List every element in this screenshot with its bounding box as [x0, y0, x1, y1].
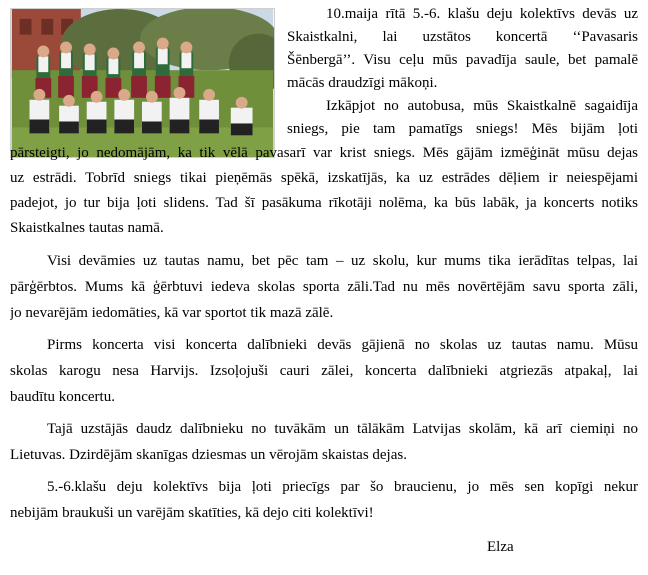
- article-line: nebijām braukuši un varējām skatīties, kā dejo citi kolektīvi!: [10, 505, 374, 521]
- article-line: Šēnbergā’’. Visu ceļu mūs pavadīja saule, bet pamalē: [287, 52, 638, 68]
- article-line: jo nevarējām iedomāties, kā var sportot tik mazā zālē.: [10, 305, 334, 321]
- article-line: 5.-6.klašu deju kolektīvs bija ļoti priecīgs par šo braucienu, jo mēs sen kopīgi nekur: [47, 479, 638, 495]
- article-line: Visi devāmies uz tautas namu, bet pēc tam – uz skolu, kur mums tika ierādītas telpas, lai: [47, 253, 638, 269]
- article-line: pārsteigti, jo nedomājām, ka tik vēlā pavasarī var krist sniegs. Mēs gājām izmēģināt mūsu dejas: [10, 145, 638, 161]
- article-line: Pirms koncerta visi koncerta dalībnieki devās gājienā no skolas uz tautas namu. Mūsu: [47, 337, 638, 353]
- article-line: Izkāpjot no autobusa, mūs Skaistkalnē sagaidīja: [326, 98, 638, 114]
- article-line: uz estrādi. Tobrīd sniegs tikai pieņēmās spēkā, izskatījās, ka uz estrādes dēļiem ir neiespējami: [10, 170, 638, 186]
- article-line: baudītu koncertu.: [10, 389, 115, 405]
- article-line: Skaistkalni, lai uzstātos koncertā ‘‘Pavasaris: [287, 29, 638, 45]
- article-line: skolas karogu nesa Harvijs. Izsoļojuši cauri zālei, koncerta dalībnieki atgriezās atpakaļ, lai: [10, 363, 638, 379]
- article-line: Tajā uzstājās daudz dalībnieku no tuvākām un tālākām Latvijas skolām, kā arī ciemiņi no: [47, 421, 638, 437]
- dancers-group-photo: [10, 8, 275, 158]
- article-line: Skaistkalnes tautas namā.: [10, 220, 164, 236]
- article-line: sniegs, pie tam pamatīgs sniegs! Mēs bijām ļoti: [287, 121, 638, 137]
- article-line: pārģērbtos. Mums kā ģērbtuvi iedeva skolas sporta zāli.Tad nu mēs novērtējām savu sporta zāli,: [10, 279, 638, 295]
- article-line: Lietuvas. Dzirdējām skanīgas dziesmas un vērojām skaistas dejas.: [10, 447, 407, 463]
- author-signature: Elza: [487, 539, 514, 555]
- article-line: padejot, jo tur bija ļoti slidens. Tad šī pasākuma rīkotāji nolēma, ka būs labāk, ja koncerts notiks: [10, 195, 638, 211]
- article-line: 10.maija rītā 5.-6. klašu deju kolektīvs devās uz: [326, 6, 638, 22]
- group-photo-icon: [11, 9, 274, 157]
- article-line: mācās draudzīgi mākoņi.: [287, 75, 438, 91]
